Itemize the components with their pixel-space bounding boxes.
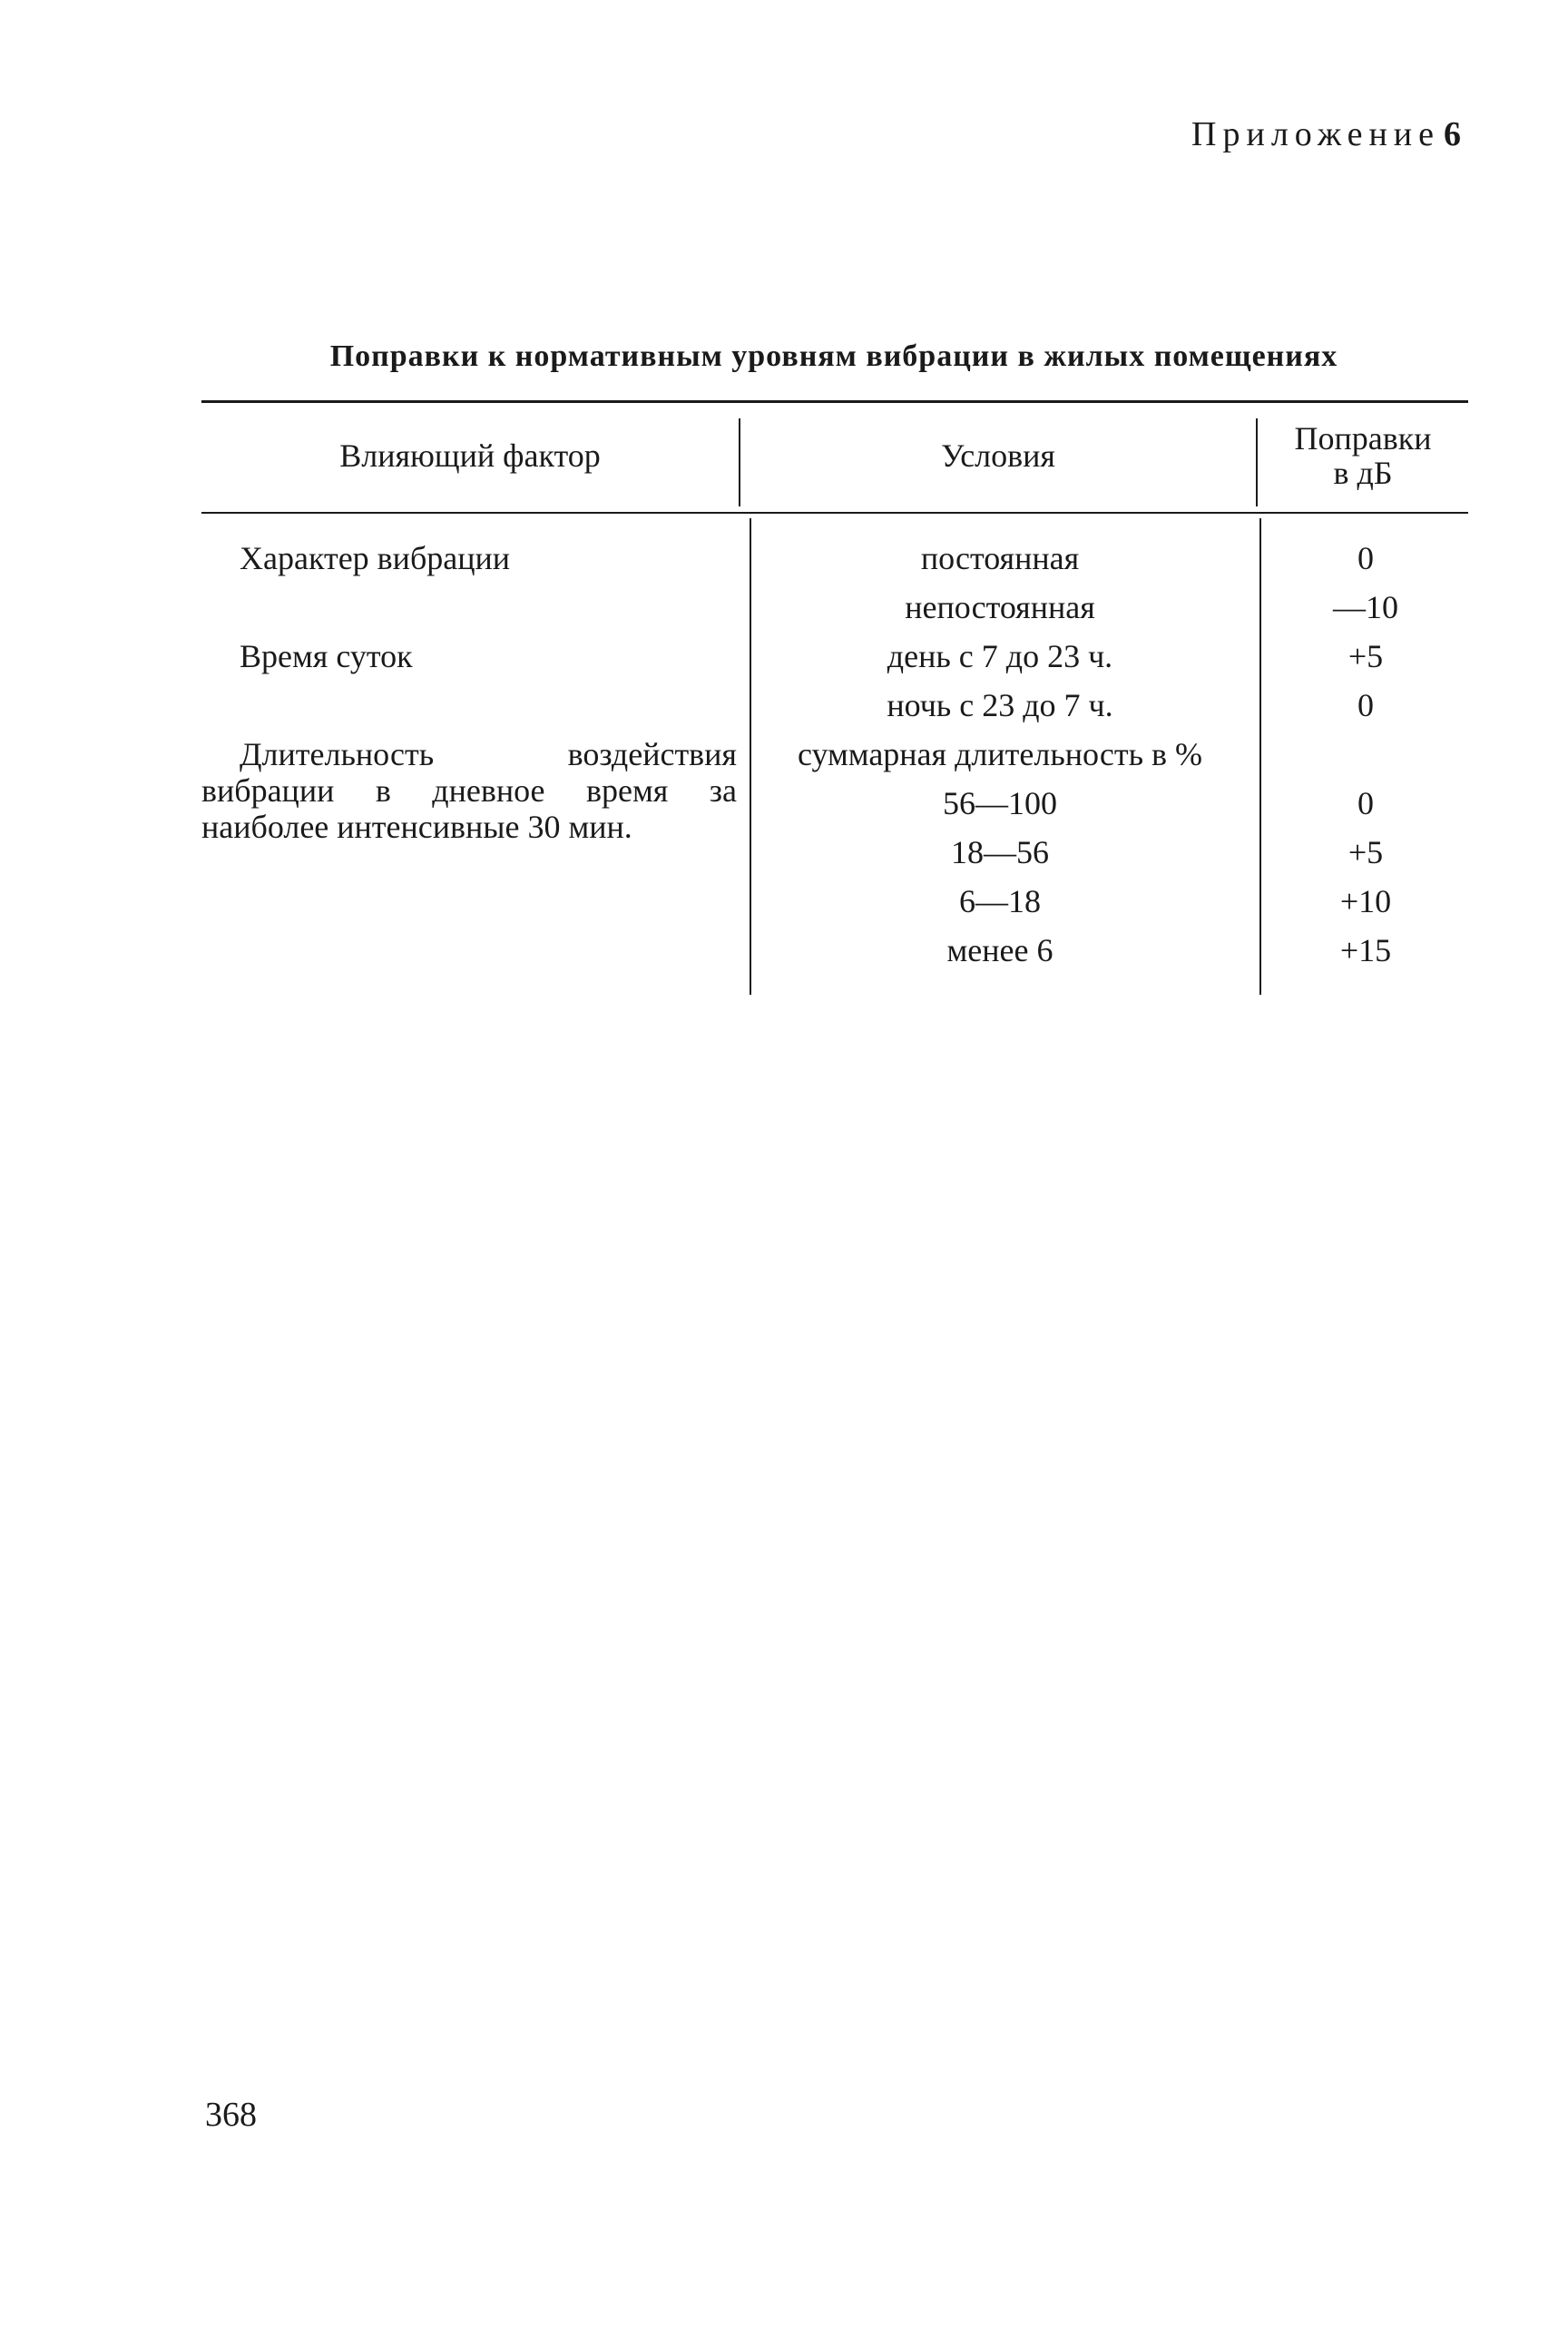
column-header-correction: Поправки в дБ — [1294, 419, 1432, 491]
appendix-label-text: Приложение — [1191, 115, 1440, 153]
factor-time-of-day: Время суток — [240, 638, 413, 674]
factor-exposure-duration: Длительность воздействия вибрации в дневное время за наиболее интенсивные 30 мин. — [201, 736, 737, 845]
factor-vibration-character: Характер вибрации — [240, 540, 511, 576]
condition-cell: 6—18 — [959, 883, 1041, 919]
condition-cell: 56—100 — [943, 785, 1057, 821]
condition-cell: постоянная — [920, 540, 1080, 576]
appendix-label — [1191, 114, 1461, 154]
corrections-table — [201, 400, 1468, 995]
column-header-factor: Влияющий фактор — [339, 437, 601, 474]
page-number: 368 — [205, 2096, 257, 2134]
condition-cell: суммарная длительность в % — [797, 736, 1203, 772]
condition-cell: непостоянная — [905, 589, 1095, 625]
correction-cell — [1263, 730, 1468, 779]
appendix-number: 6 — [1444, 115, 1461, 153]
correction-cell: +5 — [1348, 834, 1384, 870]
correction-cell: 0 — [1357, 785, 1374, 821]
correction-cell: 0 — [1357, 540, 1374, 576]
body-divider-2 — [1259, 518, 1261, 995]
correction-cell: 0 — [1357, 687, 1374, 723]
correction-cell: +15 — [1339, 932, 1392, 968]
correction-cell: +5 — [1348, 638, 1384, 674]
correction-cell: —10 — [1333, 589, 1398, 625]
condition-cell: менее 6 — [946, 932, 1054, 968]
table-title: Поправки к нормативным уровням вибрации в жилых помещениях — [329, 339, 1338, 373]
table-header-rule — [201, 512, 1468, 514]
correction-cell: +10 — [1339, 883, 1392, 919]
condition-cell: 18—56 — [951, 834, 1049, 870]
column-header-conditions: Условия — [941, 437, 1055, 474]
condition-cell: день с 7 до 23 ч. — [887, 638, 1113, 674]
condition-cell: ночь с 23 до 7 ч. — [887, 687, 1113, 723]
